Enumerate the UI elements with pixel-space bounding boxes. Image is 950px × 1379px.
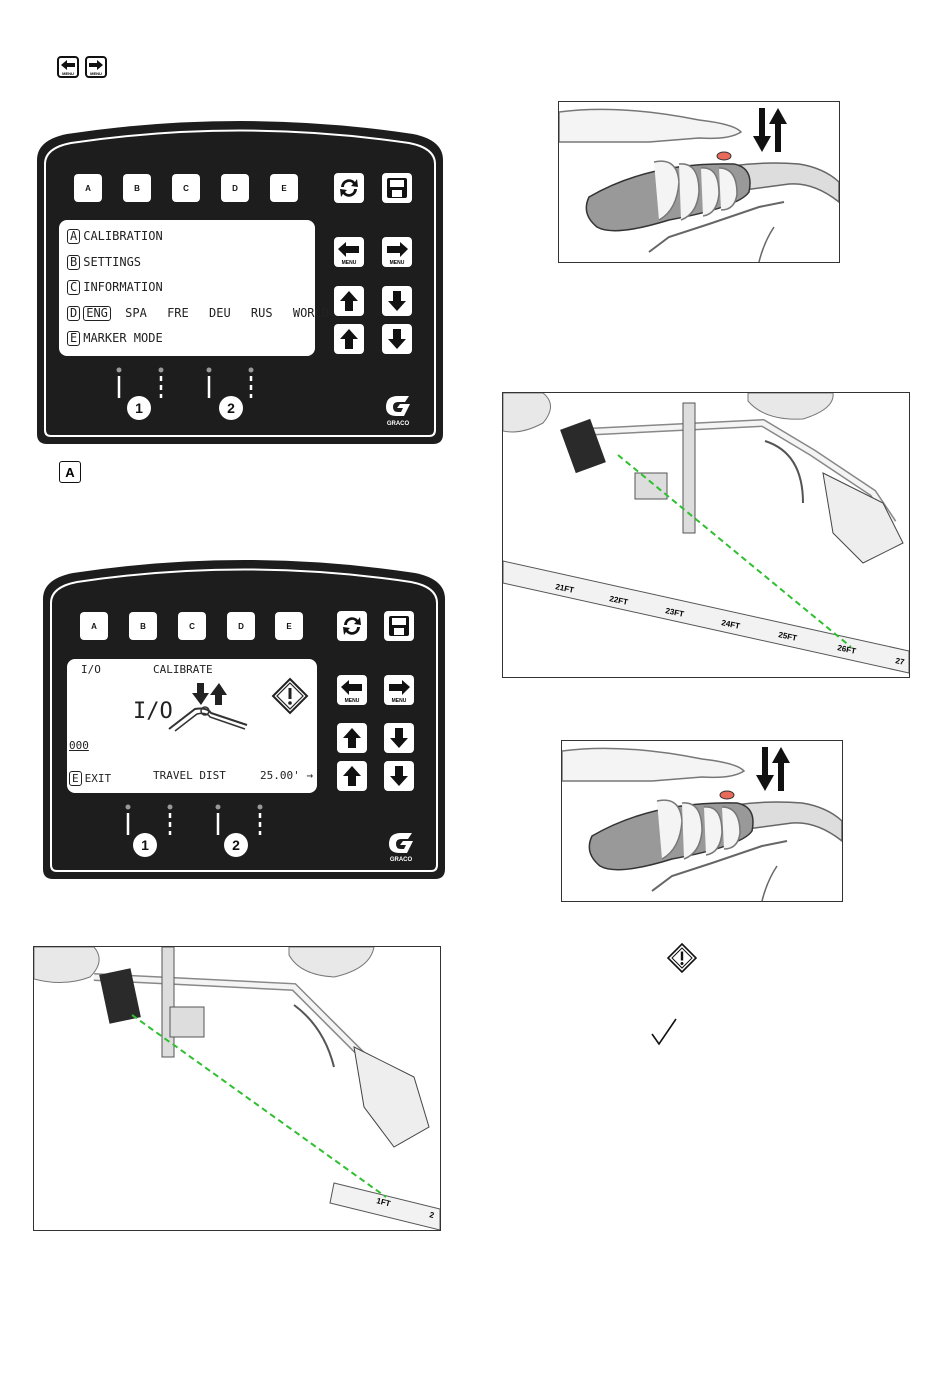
menu-left-button[interactable] bbox=[337, 675, 367, 705]
arrow-right-icon bbox=[384, 239, 410, 265]
softkey-b[interactable]: B bbox=[129, 612, 157, 640]
svg-text:22FT: 22FT bbox=[608, 594, 629, 607]
softkey-b[interactable]: B bbox=[123, 174, 151, 202]
arrow-up-icon bbox=[338, 290, 360, 312]
trigger-hand-photo-2 bbox=[561, 740, 843, 902]
language-fre[interactable]: FRE bbox=[167, 306, 189, 320]
refresh-icon bbox=[337, 176, 361, 200]
save-button[interactable] bbox=[382, 173, 412, 203]
menu-item-calibration[interactable]: A CALIBRATION bbox=[67, 229, 163, 244]
graco-logo-icon bbox=[386, 831, 416, 857]
arrow-up-icon bbox=[338, 328, 360, 350]
exit-option[interactable]: E EXIT bbox=[69, 771, 111, 786]
laser-tape-photo-upper bbox=[502, 392, 910, 678]
gun2-down-button[interactable] bbox=[384, 761, 414, 791]
floppy-disk-icon bbox=[386, 177, 408, 199]
arrow-down-icon bbox=[386, 290, 408, 312]
arrow-down-icon bbox=[386, 328, 408, 350]
svg-text:2: 2 bbox=[428, 1210, 436, 1221]
softkey-c[interactable]: C bbox=[178, 612, 206, 640]
travel-distance-value: 25.00' → bbox=[260, 769, 313, 782]
language-spa[interactable]: SPA bbox=[125, 306, 147, 320]
menu-right-button[interactable] bbox=[384, 675, 414, 705]
menu-item-settings[interactable]: B SETTINGS bbox=[67, 255, 141, 270]
svg-text:MENU: MENU bbox=[90, 71, 102, 76]
calibrate-title: CALIBRATE bbox=[153, 663, 213, 676]
step-a-key: A bbox=[59, 461, 81, 483]
travel-distance-label: TRAVEL DIST bbox=[153, 769, 226, 782]
svg-text:MENU: MENU bbox=[344, 698, 360, 703]
language-world[interactable]: WORLD bbox=[292, 306, 329, 320]
up-down-arrows-icon bbox=[747, 106, 793, 154]
warning-diamond-icon bbox=[667, 943, 697, 973]
menu-item-information[interactable]: C INFORMATION bbox=[67, 280, 163, 295]
gun-indicator-lines bbox=[107, 366, 267, 402]
svg-text:21FT: 21FT bbox=[554, 582, 575, 595]
svg-text:1FT: 1FT bbox=[375, 1196, 392, 1209]
menu-right-key-icon bbox=[85, 56, 107, 78]
lcd-screen-calibrate bbox=[67, 659, 317, 793]
io-large-label: I/O bbox=[133, 699, 173, 724]
io-small-label: I/O bbox=[81, 663, 101, 676]
refresh-icon bbox=[340, 614, 364, 638]
checkmark-icon bbox=[650, 1017, 678, 1047]
trigger-hand-photo-1 bbox=[558, 101, 840, 263]
gun-1-badge: 1 bbox=[127, 396, 151, 420]
menu-item-language[interactable]: D ENG SPA FRE DEU RUS WORLD bbox=[67, 306, 329, 321]
control-panel-main-menu bbox=[37, 118, 443, 444]
svg-text:27: 27 bbox=[894, 656, 906, 667]
warning-diamond-icon bbox=[271, 677, 309, 715]
svg-text:MENU: MENU bbox=[389, 260, 405, 265]
arrow-up-icon bbox=[341, 765, 363, 787]
softkey-d[interactable]: D bbox=[221, 174, 249, 202]
gun-1-badge: 1 bbox=[133, 833, 157, 857]
svg-text:24FT: 24FT bbox=[720, 618, 741, 631]
menu-right-button[interactable] bbox=[382, 237, 412, 267]
softkey-c[interactable]: C bbox=[172, 174, 200, 202]
refresh-button[interactable] bbox=[337, 611, 367, 641]
graco-logo-text: GRACO bbox=[389, 857, 413, 863]
pulse-counter: 000 bbox=[69, 739, 89, 752]
lcd-screen bbox=[59, 220, 329, 356]
svg-text:23FT: 23FT bbox=[664, 606, 685, 619]
menu-left-button[interactable] bbox=[334, 237, 364, 267]
svg-text:MENU: MENU bbox=[391, 698, 407, 703]
language-eng-selected[interactable]: ENG bbox=[83, 306, 111, 321]
gun2-up-button[interactable] bbox=[334, 324, 364, 354]
svg-text:25FT: 25FT bbox=[777, 630, 798, 643]
language-deu[interactable]: DEU bbox=[209, 306, 231, 320]
menu-item-marker-mode[interactable]: E MARKER MODE bbox=[67, 331, 163, 346]
arrow-down-icon bbox=[388, 727, 410, 749]
laser-tape-photo-lower bbox=[33, 946, 441, 1231]
save-button[interactable] bbox=[384, 611, 414, 641]
graco-logo-text: GRACO bbox=[386, 421, 410, 427]
gun2-down-button[interactable] bbox=[382, 324, 412, 354]
gun1-up-button[interactable] bbox=[334, 286, 364, 316]
control-panel-calibrate bbox=[43, 557, 445, 879]
softkey-e[interactable]: E bbox=[275, 612, 303, 640]
softkey-d[interactable]: D bbox=[227, 612, 255, 640]
softkey-a[interactable]: A bbox=[74, 174, 102, 202]
softkey-e[interactable]: E bbox=[270, 174, 298, 202]
arrow-up-icon bbox=[341, 727, 363, 749]
trigger-arm-diagram-icon bbox=[167, 679, 251, 735]
language-rus[interactable]: RUS bbox=[250, 306, 273, 320]
gun-2-badge: 2 bbox=[219, 396, 243, 420]
gun2-up-button[interactable] bbox=[337, 761, 367, 791]
menu-left-key-icon bbox=[57, 56, 79, 78]
arrow-down-icon bbox=[388, 765, 410, 787]
svg-text:MENU: MENU bbox=[341, 260, 357, 265]
svg-text:MENU: MENU bbox=[62, 71, 74, 76]
arrow-left-icon bbox=[339, 677, 365, 703]
softkey-a[interactable]: A bbox=[80, 612, 108, 640]
gun1-down-button[interactable] bbox=[384, 723, 414, 753]
up-down-arrows-icon bbox=[750, 745, 796, 793]
gun-2-badge: 2 bbox=[224, 833, 248, 857]
arrow-right-icon bbox=[386, 677, 412, 703]
gun1-down-button[interactable] bbox=[382, 286, 412, 316]
svg-text:26FT: 26FT bbox=[836, 643, 857, 656]
graco-logo-icon bbox=[383, 394, 413, 420]
floppy-disk-icon bbox=[388, 615, 410, 637]
refresh-button[interactable] bbox=[334, 173, 364, 203]
arrow-left-icon bbox=[336, 239, 362, 265]
gun1-up-button[interactable] bbox=[337, 723, 367, 753]
